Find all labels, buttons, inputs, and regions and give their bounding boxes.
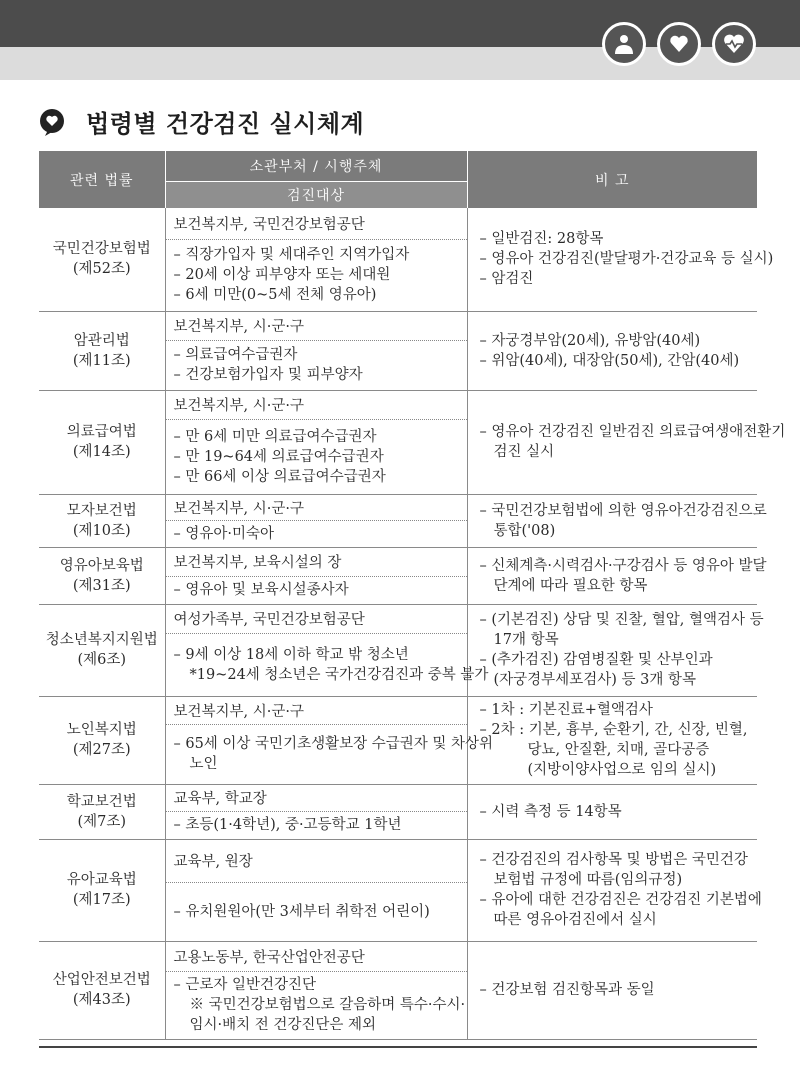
target-line: – 만 66세 이상 의료급여수급권자: [173, 468, 386, 485]
target-cell: [165, 520, 467, 547]
law-name: 영유아보육법: [59, 557, 144, 574]
target-cell: [165, 419, 467, 494]
law-article: (제27조): [72, 742, 131, 758]
target-line: – 영유아 및 보육시설종사자: [173, 582, 349, 598]
header-dept: 소관부처 / 시행주체: [165, 151, 467, 181]
bottom-rule: [39, 1046, 757, 1048]
law-cell: [39, 604, 165, 696]
note-line: – 영유아 건강검진(발달평가·건강교육 등 실시): [479, 251, 774, 268]
law-cell: [39, 311, 165, 390]
target-line: 노인: [189, 756, 218, 772]
note-line: – 건강검진의 검사항목 및 방법은 국민건강: [479, 852, 748, 868]
law-name: 의료급여법: [66, 424, 137, 440]
header-law: 관련 법률: [39, 151, 165, 208]
note-cell: [467, 494, 767, 547]
note-line: – (기본검진) 상담 및 진찰, 혈압, 혈액검사 등: [479, 612, 764, 628]
law-article: (제52조): [72, 261, 131, 278]
note-cell: [467, 208, 774, 311]
table-row: [39, 696, 757, 724]
speech-bubble-icon: [38, 108, 66, 136]
note-cell: [467, 839, 762, 941]
dept-cell: 교육부, 학교장: [165, 784, 467, 811]
law-article: (제7조): [77, 813, 127, 830]
target-line: – 만 19~64세 의료급여수급권자: [173, 448, 384, 465]
health-checkup-table: [39, 151, 786, 1040]
law-name: 학교보건법: [66, 793, 137, 810]
dept-cell: 보건복지부, 시·군·구: [165, 311, 467, 340]
law-cell: [39, 208, 165, 311]
note-line: – 일반검진: 28항목: [479, 231, 604, 248]
note-cell: [467, 696, 757, 784]
law-cell: [39, 390, 165, 494]
note-line: 통합('08): [493, 522, 556, 539]
table-body: [39, 208, 786, 1039]
table-row: [39, 208, 757, 239]
target-cell: [165, 633, 489, 696]
table-row: [39, 839, 757, 882]
table-row: [39, 390, 757, 419]
dept-cell: 교육부, 원장: [165, 839, 467, 882]
note-line: – 유아에 대한 건강검진은 건강검진 기본법에: [479, 892, 762, 908]
note-line: 당뇨, 안질환, 치매, 골다공증: [527, 742, 710, 758]
header-note: 비 고: [467, 151, 757, 208]
law-name: 산업안전보건법: [52, 972, 151, 988]
note-line: – 2차 : 기본, 흉부, 순환기, 간, 신장, 빈혈,: [479, 722, 748, 738]
table-row: [39, 784, 757, 811]
note-line: 검진 실시: [493, 444, 555, 460]
note-line: 보험법 규정에 따름(임의규정): [493, 872, 683, 888]
target-line: – 건강보험가입자 및 피부양자: [173, 367, 363, 383]
note-line: – (추가검진) 감염병질환 및 산부인과: [479, 652, 713, 668]
note-line: – 1차 : 기본진료+혈액검사: [479, 702, 653, 718]
dept-cell: 보건복지부, 시·군·구: [165, 390, 467, 419]
law-name: 모자보건법: [66, 502, 137, 519]
law-article: (제17조): [72, 892, 131, 908]
note-cell: [467, 784, 757, 839]
target-line: 임시·배치 전 건강진단은 제외: [189, 1017, 377, 1033]
target-line: – 만 6세 미만 의료급여수급권자: [173, 428, 377, 445]
table-row: [39, 941, 757, 971]
target-line: ※ 국민건강보험법으로 갈음하며 특수·수시·: [189, 997, 466, 1013]
law-article: (제31조): [72, 577, 131, 594]
note-line: (지방이양사업으로 임의 실시): [527, 762, 717, 778]
target-line: – 초등(1·4학년), 중·고등학교 1학년: [173, 817, 402, 833]
target-line: – 의료급여수급권자: [173, 347, 298, 363]
heartbeat-icon: [712, 22, 756, 66]
law-cell: [39, 547, 165, 604]
note-cell: [467, 547, 767, 604]
note-line: – 자궁경부암(20세), 유방암(40세): [479, 332, 701, 349]
table-row: [39, 547, 757, 576]
law-name: 노인복지법: [66, 722, 137, 738]
law-article: (제43조): [72, 992, 131, 1008]
note-line: 따른 영유아검진에서 실시: [493, 912, 657, 928]
note-line: – 시력 측정 등 14항목: [479, 803, 622, 820]
law-name: 청소년복지지원법: [45, 632, 158, 648]
note-line: – 국민건강보험법에 의한 영유아건강검진으로: [479, 502, 767, 519]
law-cell: [39, 941, 165, 1039]
note-line: – 건강보험 검진항목과 동일: [479, 982, 655, 998]
target-cell: [165, 882, 467, 941]
note-line: – 신체계측·시력검사·구강검사 등 영유아 발달: [479, 557, 767, 574]
person-care-icon: [602, 22, 646, 66]
target-cell: [165, 971, 467, 1039]
target-line: – 20세 이상 피부양자 또는 세대원: [173, 267, 391, 283]
note-cell: [467, 390, 786, 494]
dept-cell: 보건복지부, 시·군·구: [165, 494, 467, 520]
table-row: [39, 494, 757, 520]
dept-cell: 고용노동부, 한국산업안전공단: [165, 941, 467, 971]
page-title: 법령별 건강검진 실시체계: [86, 109, 365, 138]
target-line: – 65세 이상 국민기초생활보장 수급권자 및 차상위: [173, 736, 493, 752]
law-article: (제14조): [72, 444, 131, 460]
target-line: – 유치원원아(만 3세부터 취학전 어린이): [173, 903, 430, 920]
target-line: – 6세 미만(0~5세 전체 영유아): [173, 287, 377, 303]
note-line: – 영유아 건강검진 일반검진 의료급여생애전환기: [479, 424, 786, 440]
law-cell: [39, 839, 165, 941]
law-cell: [39, 696, 165, 784]
law-article: (제10조): [72, 522, 131, 539]
target-cell: [165, 576, 467, 604]
target-cell: [165, 811, 467, 839]
header-band: [0, 0, 800, 80]
law-article: (제6조): [77, 652, 127, 668]
note-cell: [467, 311, 757, 390]
note-line: 단계에 따라 필요한 항목: [493, 577, 648, 594]
target-cell: [165, 340, 467, 390]
law-name: 암관리법: [73, 332, 130, 349]
note-line: 17개 항목: [493, 632, 559, 648]
dept-cell: 보건복지부, 보육시설의 장: [165, 547, 467, 576]
dept-cell: 여성가족부, 국민건강보험공단: [165, 604, 467, 633]
note-cell: [467, 941, 757, 1039]
law-name: 국민건강보험법: [52, 241, 151, 258]
law-cell: [39, 494, 165, 547]
heart-hand-icon: [657, 22, 701, 66]
target-line: – 근로자 일반건강진단: [173, 977, 317, 993]
law-name: 유아교육법: [66, 872, 137, 888]
note-line: – 위암(40세), 대장암(50세), 간암(40세): [479, 352, 740, 369]
table-row: [39, 311, 757, 340]
target-line: – 영유아·미숙아: [173, 525, 275, 542]
header-target: 검진대상: [165, 181, 467, 208]
target-line: – 직장가입자 및 세대주인 지역가입자: [173, 247, 410, 263]
note-line: – 암검진: [479, 271, 534, 288]
target-cell: [165, 239, 467, 311]
law-article: (제11조): [72, 352, 131, 369]
note-line: (자궁경부세포검사) 등 3개 항목: [493, 672, 696, 688]
table-row: [39, 604, 757, 633]
target-line: *19~24세 청소년은 국가건강검진과 중복 불가: [189, 666, 489, 683]
dept-cell: 보건복지부, 시·군·구: [165, 696, 467, 724]
target-line: – 9세 이상 18세 이하 학교 밖 청소년: [173, 646, 409, 663]
target-cell: [165, 724, 493, 784]
law-cell: [39, 784, 165, 839]
note-cell: [467, 604, 764, 696]
dept-cell: 보건복지부, 국민건강보험공단: [165, 208, 467, 239]
